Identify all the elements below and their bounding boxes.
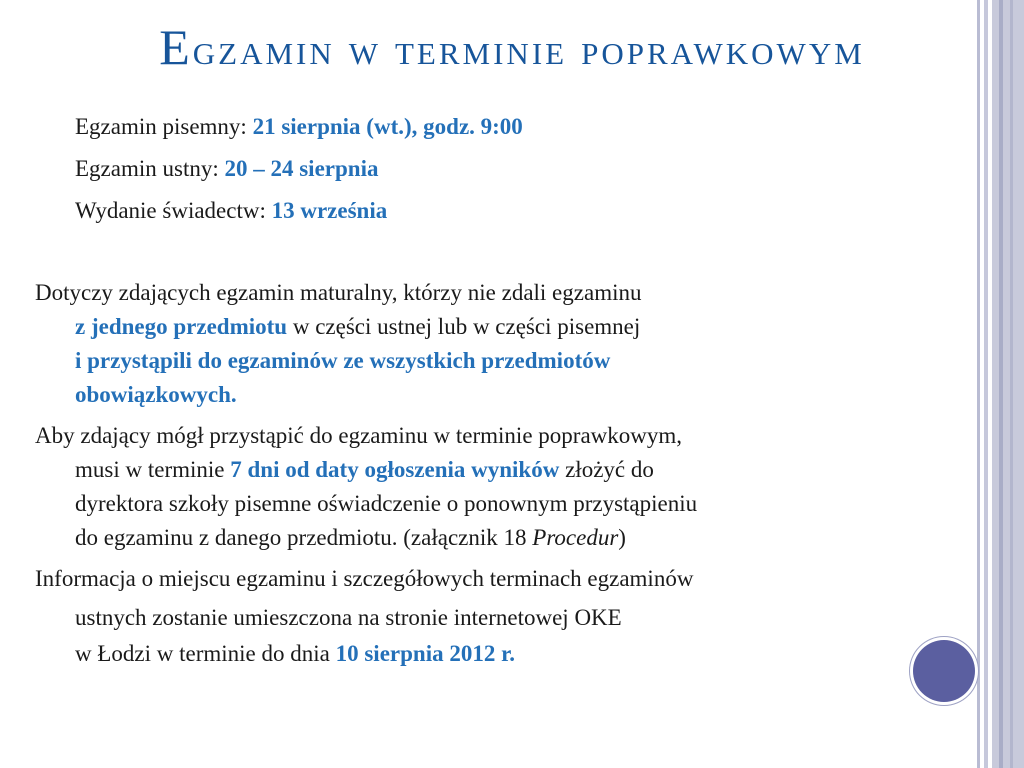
slide-title	[0, 19, 1024, 75]
para3-line1	[35, 565, 693, 593]
date-line-written	[75, 113, 523, 141]
para1-line3	[75, 347, 610, 375]
para-highlight: obowiązkowych.	[75, 382, 237, 407]
decor-stripe	[984, 0, 988, 768]
decor-stripe	[1010, 0, 1013, 768]
para-highlight: z jednego przedmiotu	[75, 314, 288, 339]
para-text: musi w terminie	[75, 457, 231, 482]
slide-title-text: Egzamin w terminie poprawkowym	[159, 19, 865, 75]
para-highlight: 7 dni od daty ogłoszenia wyników	[230, 457, 560, 482]
date-line-oral	[75, 155, 378, 183]
para-text: w części ustnej lub w części pisemnej	[287, 314, 641, 339]
para2-line1	[35, 422, 682, 450]
decor-circle	[913, 640, 975, 702]
para-italic: Procedur	[532, 525, 619, 550]
para2-line3	[75, 490, 697, 518]
para3-line2	[75, 604, 622, 632]
para-highlight: 10 sierpnia 2012 r.	[335, 641, 515, 666]
para-highlight: i przystąpili do egzaminów ze wszystkich przedmiotów	[75, 348, 611, 373]
decor-stripe	[992, 0, 1024, 768]
date-label: Egzamin pisemny:	[75, 114, 253, 139]
para1-line4	[75, 381, 237, 409]
para2-line4	[75, 524, 626, 552]
para-text: w Łodzi w terminie do dnia	[75, 641, 336, 666]
date-value: 20 – 24 sierpnia	[224, 156, 379, 181]
para-text: ustnych zostanie umieszczona na stronie internetowej OKE	[75, 605, 622, 630]
para2-line2	[75, 456, 654, 484]
para1-line2	[75, 313, 640, 341]
date-value: 21 sierpnia (wt.), godz. 9:00	[252, 114, 523, 139]
date-line-certificate	[75, 197, 387, 225]
decor-stripe	[977, 0, 980, 768]
para3-line3	[75, 640, 515, 668]
para-text: złożyć do	[559, 457, 654, 482]
date-value: 13 września	[271, 198, 388, 223]
para-text: dyrektora szkoły pisemne oświadczenie o ponownym przystąpieniu	[75, 491, 698, 516]
para-text: Aby zdający mógł przystąpić do egzaminu w terminie poprawkowym,	[35, 423, 683, 448]
date-label: Egzamin ustny:	[75, 156, 225, 181]
decor-stripe	[999, 0, 1003, 768]
date-label: Wydanie świadectw:	[75, 198, 272, 223]
para-text: do egzaminu z danego przedmiotu. (załącznik 18	[75, 525, 533, 550]
para-text: Informacja o miejscu egzaminu i szczegółowych terminach egzaminów	[35, 566, 694, 591]
para-text: Dotyczy zdających egzamin maturalny, którzy nie zdali egzaminu	[35, 280, 642, 305]
para-text: )	[618, 525, 626, 550]
para1-line1	[35, 279, 641, 307]
